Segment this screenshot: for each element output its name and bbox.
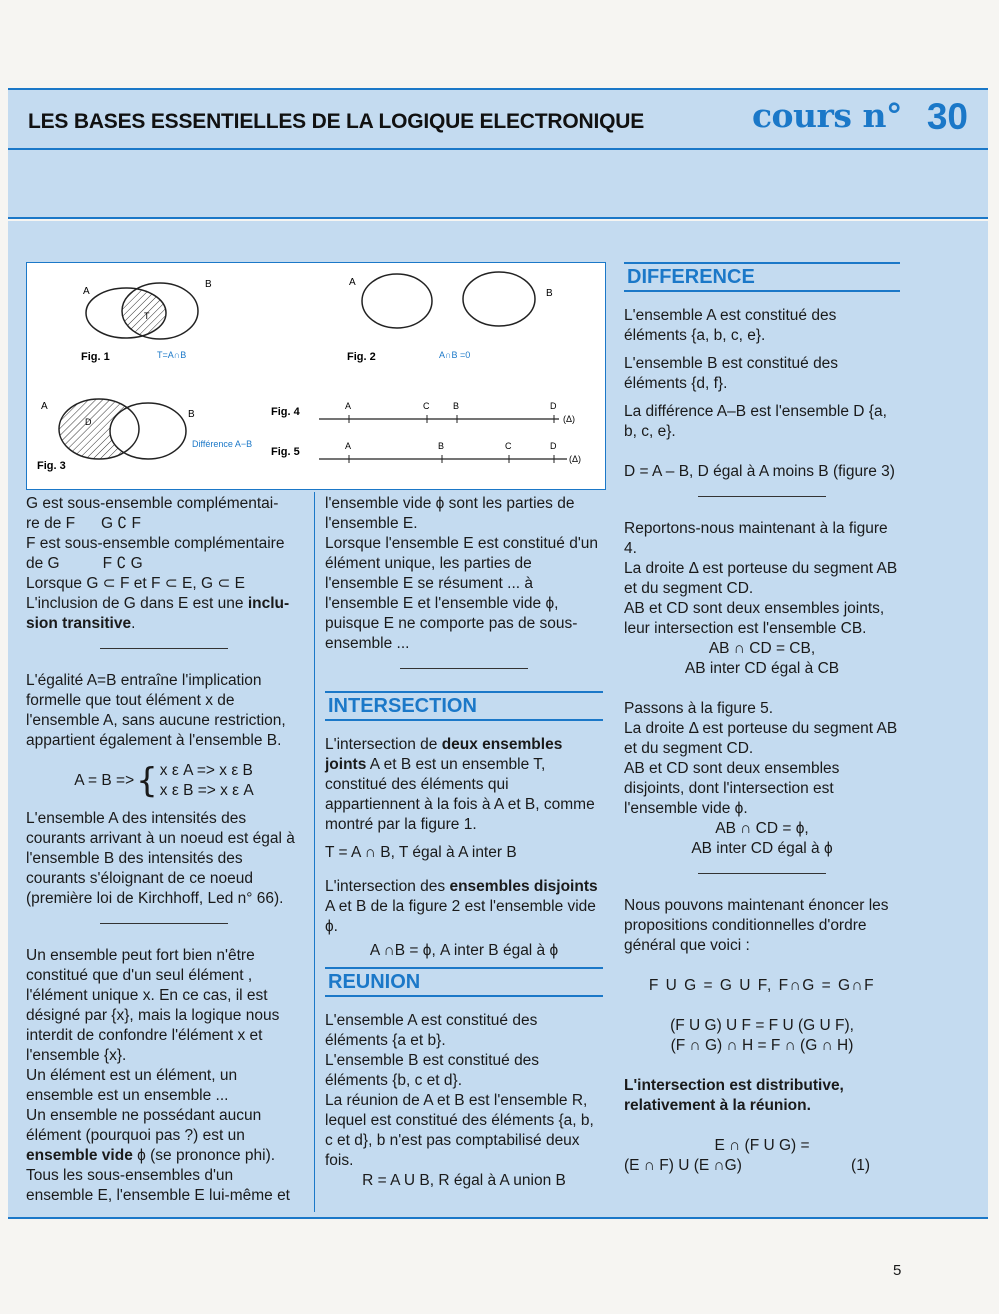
paragraph: L'ensemble B est constitué des éléments {d, f}. [624,355,839,392]
paragraph: Reportons-nous maintenant à la figure 4. [624,520,888,557]
formula-left: A = B => [74,772,135,789]
fig3-label-a: A [41,401,48,412]
paragraph [325,877,603,937]
formula-line: A ∩B = ϕ, A inter B égal à ϕ [369,942,559,959]
paragraph: L'ensemble B est constitué des éléments {b, c et d}. [325,1052,540,1089]
paragraph: La différence A–B est l'ensemble D {a, b, c, e}. [624,403,887,440]
paragraph: Nous pouvons maintenant énoncer les propositions conditionnelles d'ordre général que voici : [624,897,889,954]
text: L'intersection des [325,878,450,895]
implication-formula [26,761,302,801]
text-line: G est sous-ensemble complémentai- [26,495,279,512]
fig1-diagram [81,279,212,363]
fig4-point-b: B [453,401,460,411]
fig5-diagram [271,441,581,464]
paragraph: Un ensemble peut fort bien n'être constitué que d'un seul élément , l'élément unique x. En ce cas, il est désigné par {x}, mais la logique nous interdit de confondre l'élément x et l'ensemble {x}. [26,947,280,1064]
text-line: re de F G ∁ F [26,515,141,532]
paragraph: L'intersection est distributive, relativement à la réunion. [624,1077,844,1114]
fig5-point-c: C [505,441,512,451]
fig5-point-b: B [438,441,445,451]
fig2-diagram [347,272,553,363]
decorative-band [8,150,988,219]
column-divider [314,492,315,1212]
text-line: de G F ∁ G [26,555,143,572]
formula-line [624,1156,900,1176]
text: A et B de la figure 2 est l'ensemble vide ϕ. [325,898,596,935]
brace-icon: { [136,761,158,801]
fig3-diagram [37,399,252,472]
text: A et B est un ensemble T, constitué des éléments qui appartiennent à la fois à A et B, comme montré par la figure 1. [325,756,595,833]
text: L'inclusion de G dans E est une [26,595,248,612]
fig2-label-b: B [546,288,553,299]
course-label: cours n° [751,96,902,135]
paragraph: Tous les sous-ensembles d'un ensemble E, l'ensemble E lui-même et [26,1167,290,1204]
fig3-label-b: B [188,409,195,420]
formula-line: (F ∩ G) ∩ H = F ∩ (G ∩ H) [670,1037,854,1054]
fig1-label-b: B [205,279,212,290]
paragraph [26,594,302,634]
formula-line: AB inter CD égal à CB [684,660,840,677]
column-1 [26,494,302,1206]
text: L'intersection de [325,736,442,753]
formula-line: E ∩ (F U G) = [714,1137,810,1154]
fig4-label: Fig. 4 [271,406,300,418]
formula-text: (E ∩ F) U (E ∩G) [624,1157,742,1174]
figures-svg [27,263,605,489]
fig3-label-d: D [85,417,92,427]
fig1-caption: T=A∩B [157,350,187,360]
header-band [8,88,988,150]
separator-rule [400,668,528,669]
header-title: LES BASES ESSENTIELLES DE LA LOGIQUE ELECTRONIQUE [28,110,644,133]
fig4-delta: (Δ) [563,414,576,424]
paragraph: l'ensemble vide ϕ sont les parties de l'ensemble E. [325,495,575,532]
fig4-point-a: A [345,401,352,411]
paragraph: L'ensemble A est constitué des éléments {a, b, c, e}. [624,307,837,344]
fig4-point-d: D [550,401,557,411]
fig4-diagram [271,401,575,424]
fig3-caption: Différence A−B [192,439,253,449]
fig2-label-a: A [349,277,356,288]
formula-line: R = A U B, R égal à A union B [362,1172,566,1189]
section-heading-intersection: INTERSECTION [325,691,603,721]
formula-bottom: x ε B => x ε A [159,782,254,799]
paragraph: AB et CD sont deux ensembles disjoints, dont l'intersection est l'ensemble vide ϕ. [624,760,840,817]
fig1-label-t: T [144,311,150,321]
separator-rule [100,923,228,924]
text: ϕ (se prononce phi). [132,1147,276,1164]
column-3 [624,258,900,1176]
paragraph: La droite Δ est porteuse du segment AB et du segment CD. [624,720,898,757]
fig2-caption-label: Fig. 2 [347,351,376,363]
paragraph: T = A ∩ B, T égal à A inter B [325,844,517,861]
figure-box [26,262,606,490]
paragraph: Un élément est un élément, un ensemble est un ensemble ... [26,1067,238,1104]
formula-line: (F U G) U F = F U (G U F), [670,1017,854,1034]
separator-rule [698,496,826,497]
page-number: 5 [893,1262,902,1279]
text-line: F est sous-ensemble complémentaire [26,535,285,552]
separator-rule [100,648,228,649]
formula-line: F U G = G U F, F∩G = G∩F [648,977,876,994]
paragraph: La réunion de A et B est l'ensemble R, lequel est constitué des éléments {a, b, c et d}, b n'est pas comptabilisé deux fois. [325,1092,594,1169]
section-heading-reunion: REUNION [325,967,603,997]
formula-line: AB ∩ CD = CB, [708,640,816,657]
column-2 [325,494,603,1191]
text: Un ensemble ne possédant aucun élément (pourquoi pas ?) est un [26,1107,262,1144]
text: . [131,615,136,632]
paragraph: L'ensemble A est constitué des éléments {a et b}. [325,1012,538,1049]
text-line: Lorsque G ⊂ F et F ⊂ E, G ⊂ E [26,575,245,592]
fig5-delta: (Δ) [569,454,582,464]
fig5-point-d: D [550,441,557,451]
bold-text: ensembles disjoints [449,878,598,895]
paragraph: L'ensemble A des intensités des courants arrivant à un noeud est égal à l'ensemble B des intensités des courants s'éloignant de ce noeud (première loi de Kirchhoff, Led n° 66). [26,810,295,907]
formula-line: AB inter CD égal à ϕ [691,840,833,857]
paragraph: Passons à la figure 5. [624,700,774,717]
fig5-point-a: A [345,441,352,451]
fig2-caption: A∩B =0 [439,350,471,360]
bold-text: inclu- [247,595,290,612]
formula-cases [160,761,254,801]
paragraph [325,735,603,835]
paragraph: L'égalité A=B entraîne l'implication formelle que tout élément x de l'ensemble A, sans aucune restriction, appartient également à l'ensemble B. [26,672,286,749]
fig3-caption-label: Fig. 3 [37,460,66,472]
bold-text: sion transitive [26,615,132,632]
fig5-label: Fig. 5 [271,446,300,458]
bold-text: deux ensembles joints [325,736,563,773]
paragraph [26,1106,302,1166]
paragraph: Lorsque l'ensemble E est constitué d'un élément unique, les parties de l'ensemble E se résument ... à l'ensemble E et l'ensemble vide ϕ, puisque E ne comporte pas de sous-ensemble ... [325,535,599,652]
section-heading-difference: DIFFERENCE [624,262,900,292]
fig1-caption-label: Fig. 1 [81,351,110,363]
paragraph: AB et CD sont deux ensembles joints, leur intersection est l'ensemble CB. [624,600,885,637]
paragraph: La droite Δ est porteuse du segment AB et du segment CD. [624,560,898,597]
bold-text: ensemble vide [26,1147,133,1164]
paragraph: D = A – B, D égal à A moins B (figure 3) [624,463,895,480]
formula-top: x ε A => x ε B [159,762,253,779]
formula-line: AB ∩ CD = ϕ, [715,820,809,837]
equation-number: (1) [851,1157,870,1174]
course-number: 30 [926,96,968,137]
fig1-label-a: A [83,286,90,297]
separator-rule [698,873,826,874]
fig4-point-c: C [423,401,430,411]
